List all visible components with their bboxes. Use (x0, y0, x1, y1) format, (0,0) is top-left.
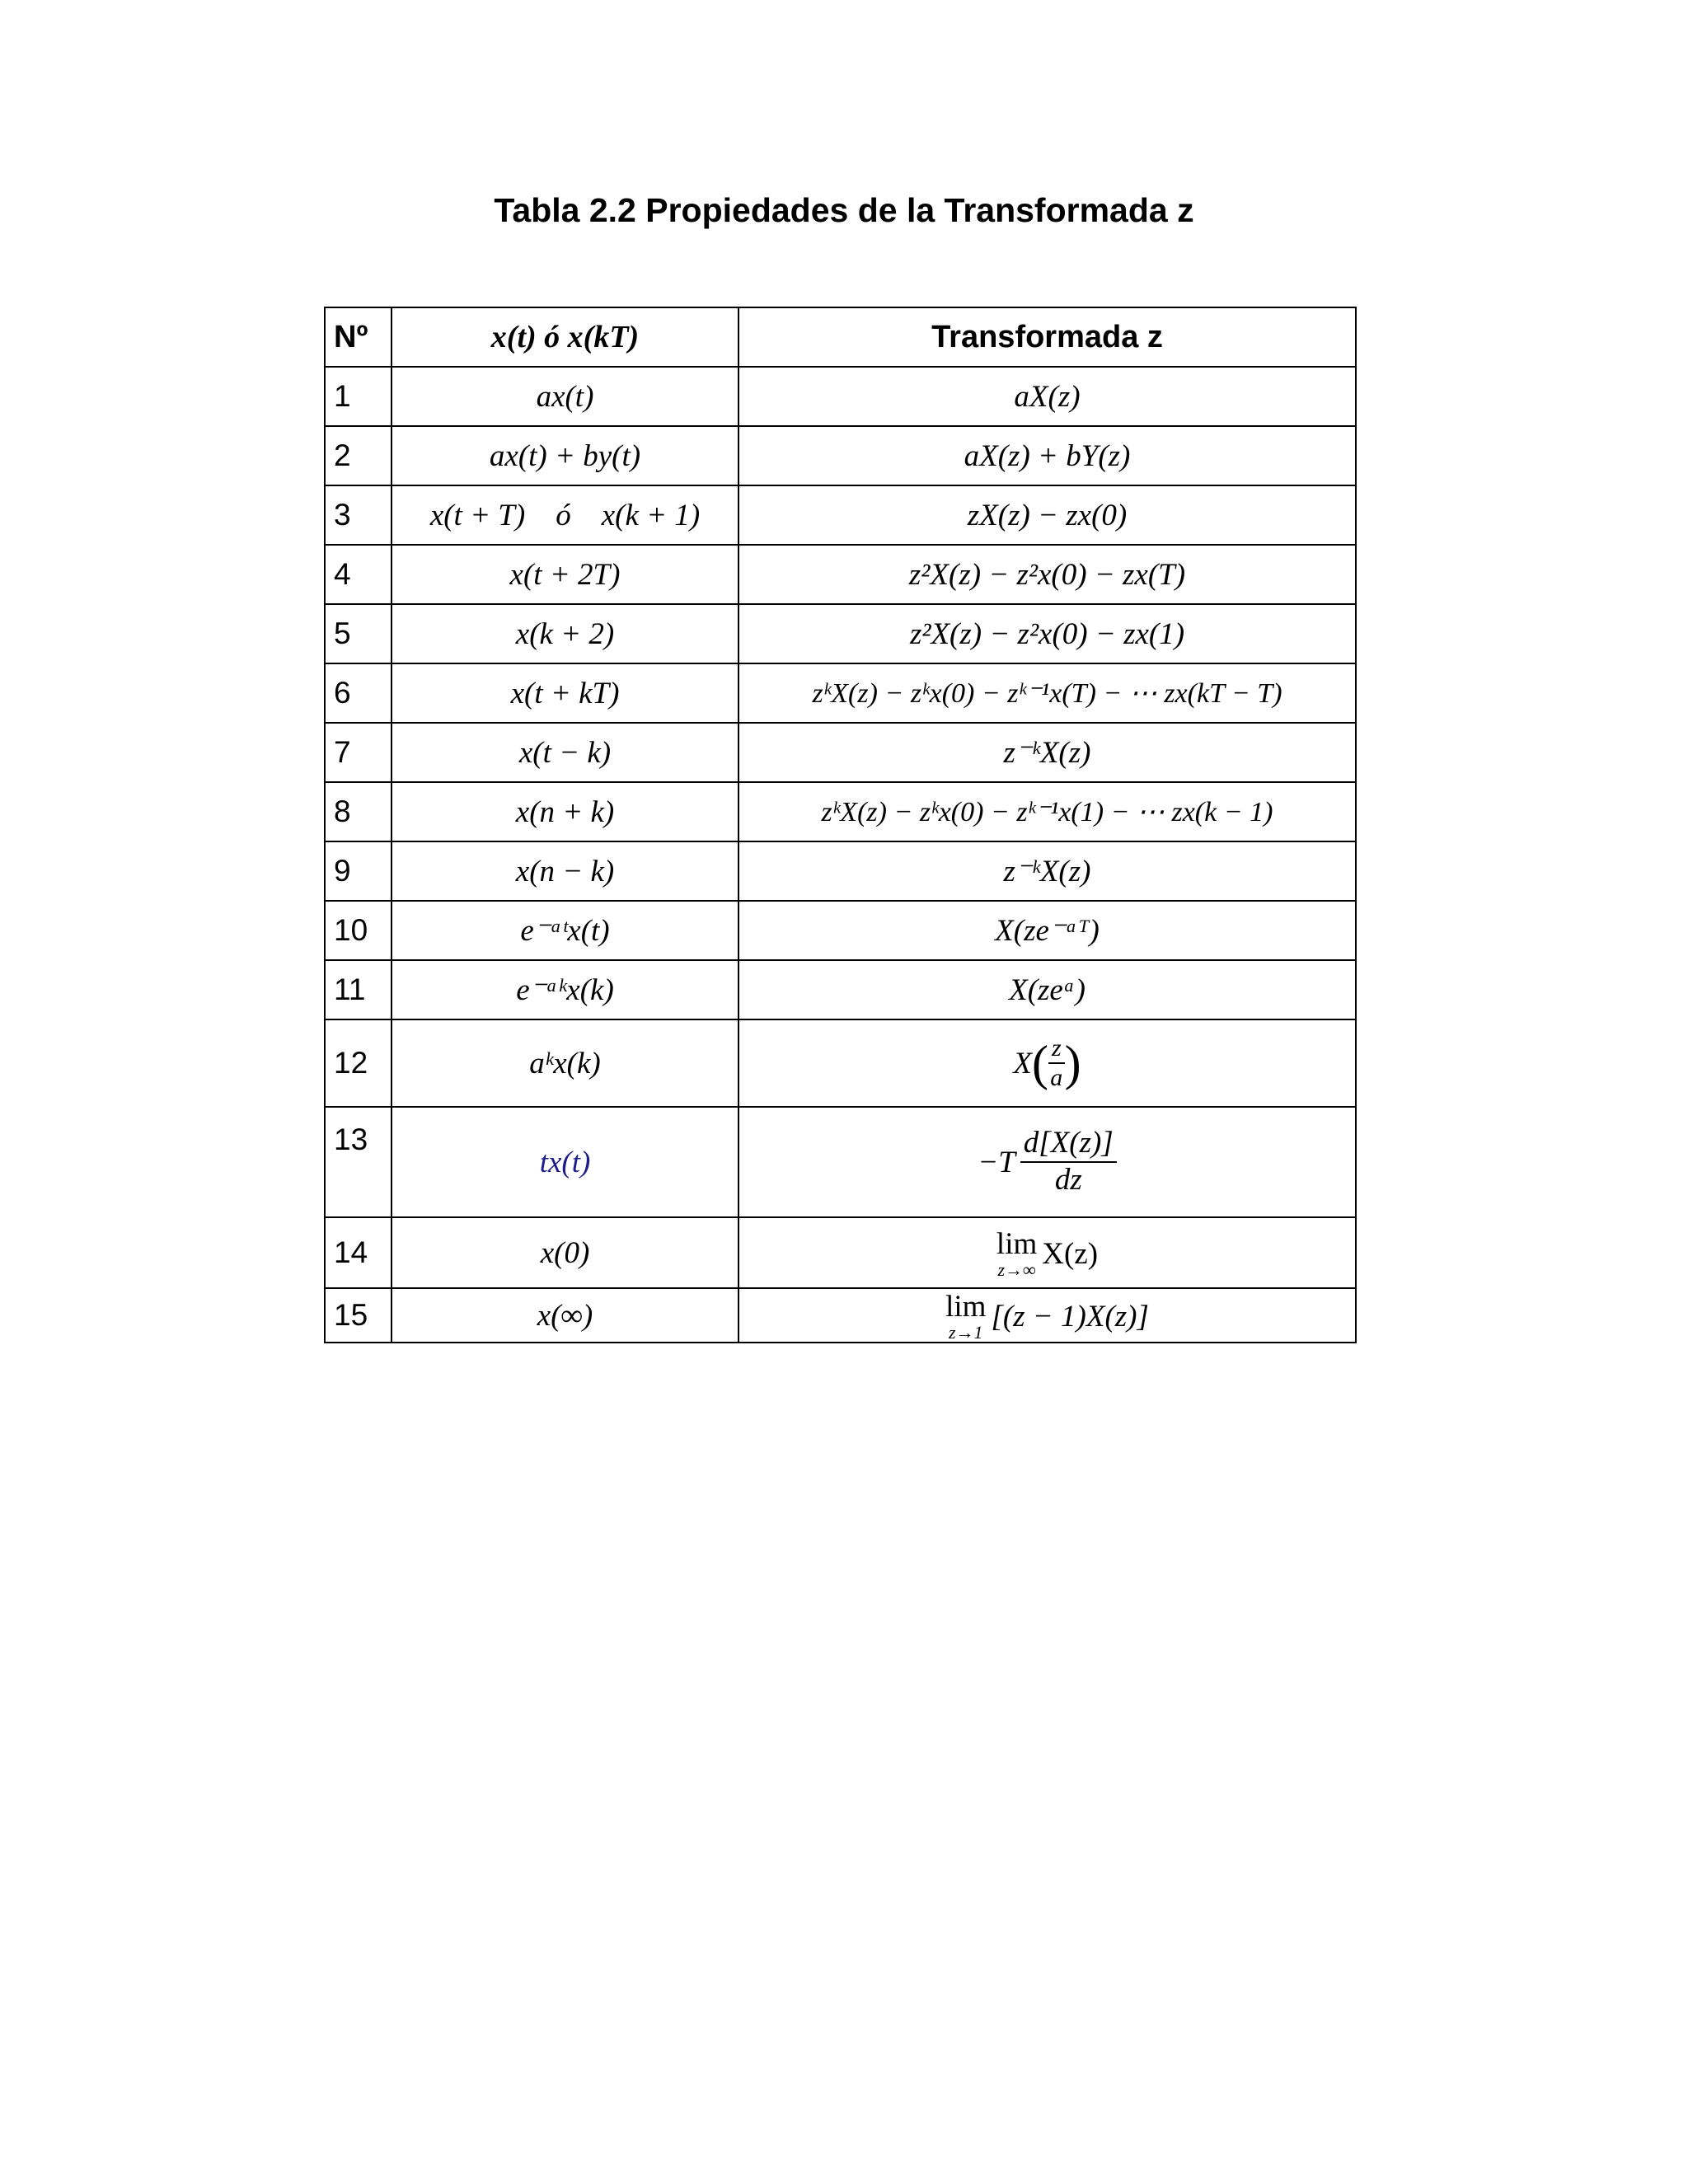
limit-expression (945, 1291, 1149, 1342)
signal-cell: x(∞) (392, 1288, 738, 1343)
row-number: 12 (325, 1019, 392, 1107)
table-row (325, 1107, 1356, 1217)
transform-cell (738, 1019, 1356, 1107)
fraction-denominator: dz (1054, 1163, 1082, 1197)
table-row (325, 663, 1356, 723)
signal-cell: e⁻ᵃᵗx(t) (392, 901, 738, 960)
signal-cell: x(0) (392, 1217, 738, 1288)
row-number: 15 (325, 1288, 392, 1343)
transform-cell: zX(z) − zx(0) (738, 485, 1356, 545)
signal-cell: e⁻ᵃᵏx(k) (392, 960, 738, 1019)
limit-operator (945, 1291, 986, 1342)
table-row (325, 426, 1356, 485)
fraction-numerator: z (1048, 1034, 1065, 1065)
row-number: 14 (325, 1217, 392, 1288)
transform-cell: z⁻ᵏX(z) (738, 841, 1356, 901)
row-number: 1 (325, 367, 392, 426)
signal-cell: x(k + 2) (392, 604, 738, 663)
table-row (325, 1217, 1356, 1288)
fraction (1020, 1126, 1117, 1197)
table-row (325, 1288, 1356, 1343)
transform-cell: aX(z) + bY(z) (738, 426, 1356, 485)
right-paren: ) (1064, 1036, 1081, 1090)
transform-cell: aX(z) (738, 367, 1356, 426)
transform-cell (738, 1107, 1356, 1217)
table-header-row (325, 307, 1356, 367)
signal-cell: x(t + 2T) (392, 545, 738, 604)
row-number: 5 (325, 604, 392, 663)
prefix: −T (978, 1145, 1015, 1179)
table-row (325, 1019, 1356, 1107)
table-row (325, 545, 1356, 604)
row-number: 4 (325, 545, 392, 604)
transform-cell (738, 1217, 1356, 1288)
table-row (325, 604, 1356, 663)
transform-cell (738, 1288, 1356, 1343)
transform-cell: z⁻ᵏX(z) (738, 723, 1356, 782)
limit-subscript: z→1 (948, 1322, 983, 1343)
row-number: 11 (325, 960, 392, 1019)
z-transform-properties-table (324, 307, 1357, 1343)
signal-cell: x(t + T) ó x(k + 1) (392, 485, 738, 545)
row-number: 8 (325, 782, 392, 841)
table-row (325, 367, 1356, 426)
scaled-argument-expression (1013, 1034, 1081, 1093)
row-number: 3 (325, 485, 392, 545)
row-number: 10 (325, 901, 392, 960)
left-paren: ( (1031, 1036, 1048, 1090)
signal-cell: ax(t) + by(t) (392, 426, 738, 485)
transform-cell: X(ze⁻ᵃᵀ) (738, 901, 1356, 960)
table-row (325, 901, 1356, 960)
signal-cell: ax(t) (392, 367, 738, 426)
row-number: 9 (325, 841, 392, 901)
limit-body: X(z) (1042, 1237, 1099, 1271)
table-title: Tabla 2.2 Propiedades de la Transformada z (494, 191, 1194, 229)
fraction (1048, 1034, 1065, 1093)
limit-word: lim (945, 1290, 987, 1324)
row-number: 2 (325, 426, 392, 485)
table-row (325, 723, 1356, 782)
function-name: X (1013, 1046, 1032, 1080)
derivative-expression (978, 1126, 1117, 1197)
signal-cell: x(n + k) (392, 782, 738, 841)
signal-cell: aᵏx(k) (392, 1019, 738, 1107)
limit-body: [(z − 1)X(z)] (991, 1300, 1149, 1333)
row-number: 6 (325, 663, 392, 723)
limit-operator (996, 1229, 1037, 1279)
fraction-numerator: d[X(z)] (1020, 1126, 1117, 1163)
signal-cell: x(t + kT) (392, 663, 738, 723)
signal-cell: tx(t) (392, 1107, 738, 1217)
limit-word: lim (996, 1227, 1038, 1261)
transform-cell: zᵏX(z) − zᵏx(0) − zᵏ⁻¹x(1) − ⋯ zx(k − 1) (738, 782, 1356, 841)
table-row (325, 485, 1356, 545)
row-number: 7 (325, 723, 392, 782)
table-row (325, 841, 1356, 901)
transform-cell: z²X(z) − z²x(0) − zx(T) (738, 545, 1356, 604)
limit-expression (996, 1229, 1098, 1279)
row-number: 13 (325, 1107, 392, 1217)
fraction-denominator: a (1050, 1064, 1063, 1091)
transform-cell: zᵏX(z) − zᵏx(0) − zᵏ⁻¹x(T) − ⋯ zx(kT − T) (738, 663, 1356, 723)
table-row (325, 960, 1356, 1019)
header-number: Nº (325, 307, 392, 367)
table-row (325, 782, 1356, 841)
signal-cell: x(t − k) (392, 723, 738, 782)
transform-cell: X(zeᵃ) (738, 960, 1356, 1019)
signal-cell: x(n − k) (392, 841, 738, 901)
header-transform: Transformada z (738, 307, 1356, 367)
transform-cell: z²X(z) − z²x(0) − zx(1) (738, 604, 1356, 663)
limit-subscript: z→∞ (997, 1259, 1036, 1280)
header-signal: x(t) ó x(kT) (392, 307, 738, 367)
